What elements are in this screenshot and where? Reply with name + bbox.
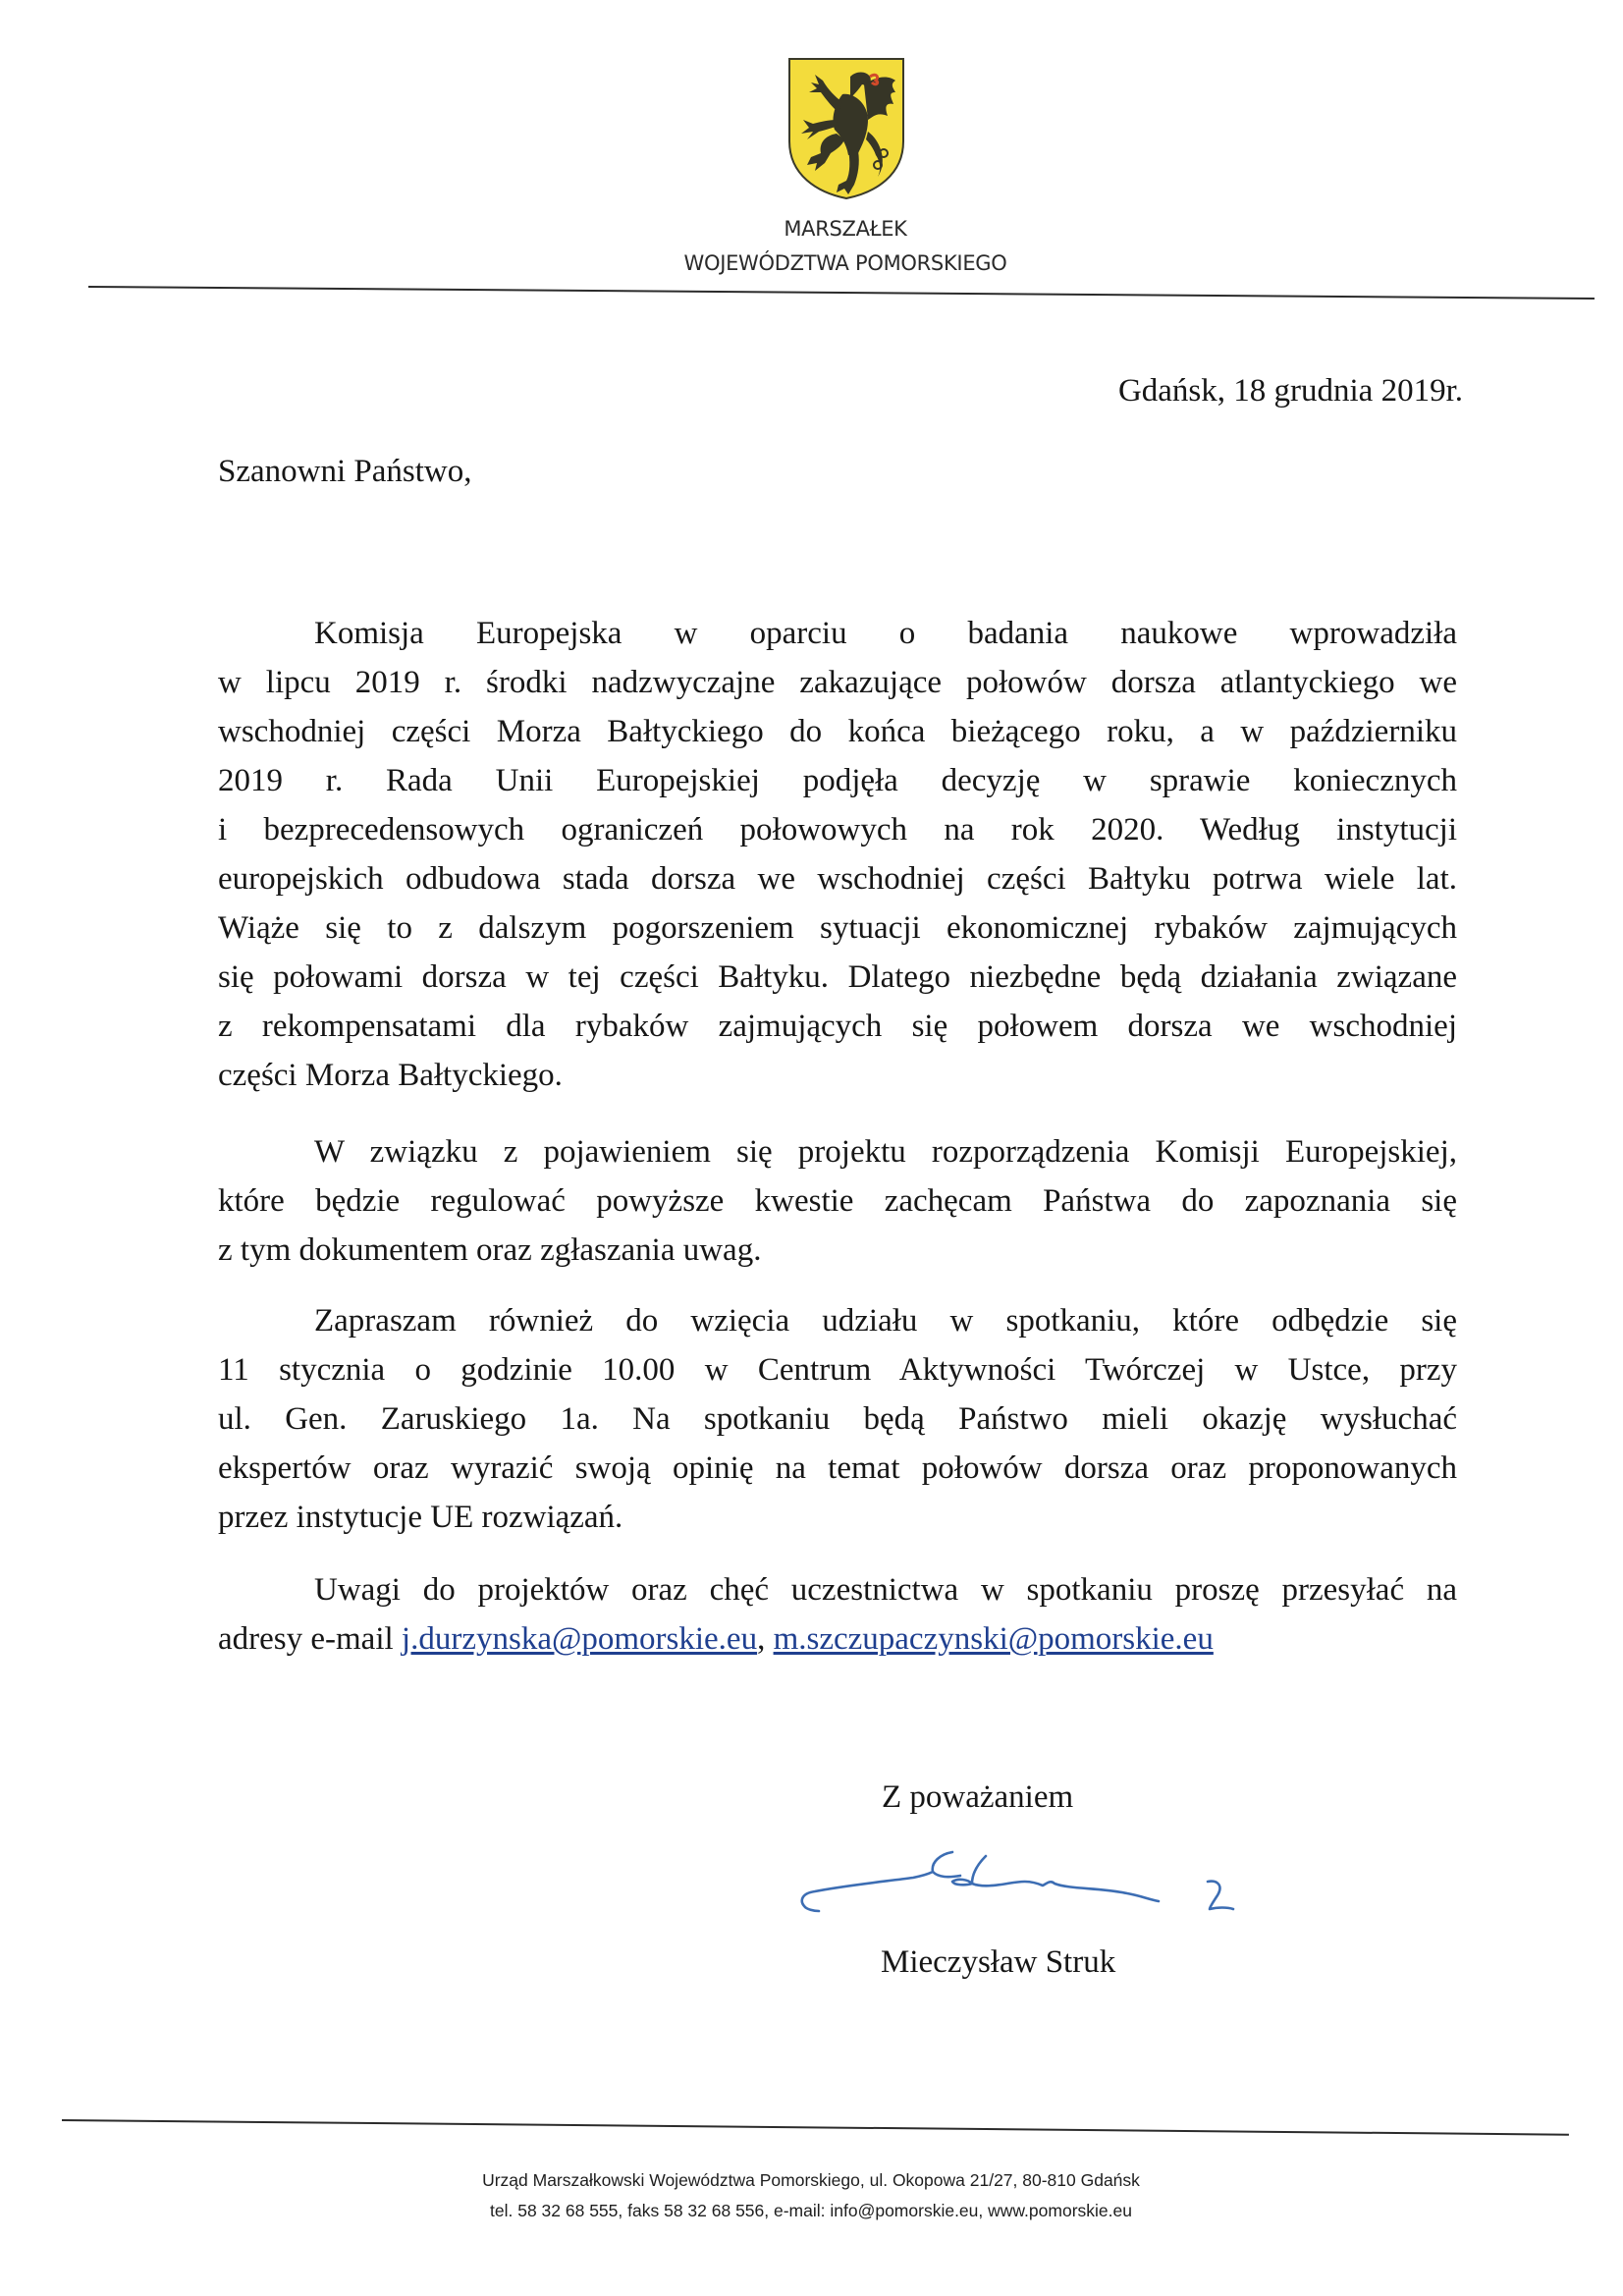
text-line-emails (218, 1614, 1457, 1664)
place-date: Gdańsk, 18 grudnia 2019r. (1117, 373, 1463, 409)
text-line: z rekompensatami dla rybaków zajmujących się połowem dorsza we wschodniej (218, 1009, 1457, 1044)
text-line: Uwagi do projektów oraz chęć uczestnictwa w spotkaniu proszę przesyłać na (314, 1572, 1457, 1608)
footer-divider (62, 2119, 1569, 2136)
text-line: części Morza Bałtyckiego. (218, 1058, 563, 1093)
text-line: przez instytucje UE rozwiązań. (218, 1500, 623, 1535)
text-line: europejskich odbudowa stada dorsza we wschodniej części Bałtyku potrwa wiele lat. (218, 861, 1457, 897)
text-line: z tym dokumentem oraz zgłaszania uwag. (218, 1232, 762, 1268)
paragraph-2 (218, 1127, 1457, 1275)
text-line: w lipcu 2019 r. środki nadzwyczajne zakazujące połowów dorsza atlantyckiego we (218, 665, 1457, 700)
text-line: Wiąże się to z dalszym pogorszeniem sytuacji ekonomicznej rybaków zajmujących (218, 910, 1457, 946)
email-link-szczupaczynski[interactable]: m.szczupaczynski@pomorskie.eu (773, 1621, 1214, 1657)
letter-page: MARSZAŁEK WOJEWÓDZTWA POMORSKIEGO Gdańsk, 18 grudnia 2019r. Szanowni Państwo, Komisja Europejska w oparciu o badania naukowe wprowadziła w lipcu 2019 r. środki nadzwyczajne zakazujące połowów dorsza atlantyckiego we wschodniej części Morza Bałtyckiego do końca bieżącego roku, a w październiku 2019 r. Rada Unii Europejskiej podjęła decyzję w sprawie koniecznych i bezprecedensowych ograniczeń połowowych na rok 2020. Według instytucji europejskich odbudowa stada dorsza we wschodniej części Bałtyku potrwa wiele lat. Wiąże się to z dalszym pogorszeniem sytuacji ekonomicznej rybaków zajmujących się połowami dorsza w tej części Bałtyku. Dlatego niezbędne będą działania związane z rekompensatami dla rybaków zajmujących się połowem dorsza we wschodniej części Morza Bałtyckiego. W związku z pojawieniem się projektu rozporządzenia Komisji Europejskiej, które będzie regulować powyższe kwestie zachęcam Państwa do zapoznania się z tym dokumentem oraz zgłaszania uwag. Zapraszam również do wzięcia udziału w spotkaniu, które odbędzie się 11 stycznia o godzinie 10.00 w Centrum Aktywności Twórczej w Ustce, przy ul. Gen. Zaruskiego 1a. Na spotkaniu będą Państwo mieli okazję wysłuchać ekspertów oraz wyrazić swoją opinię na temat połowów dorsza oraz proponowanych przez instytucje UE rozwiązań. Uwagi do projektów oraz chęć uczestnictwa w spotkaniu proszę przesyłać na adresy e-mail j.durzynska@pomorskie.eu, m.szczupaczynski@pomorskie.eu Z poważaniem Mieczysław Struk Urząd Marszałkowski Województwa Pomorskiego, ul. Okopowa 21/27, 80-810 Gdańsk tel. 58 32 68 555, faks 58 32 68 556, e-mail: info@pomorskie.eu, www.pomorskie.eu (0, 0, 1623, 2296)
signatory-name: Mieczysław Struk (881, 1944, 1116, 1980)
coat-of-arms-icon (785, 55, 907, 202)
text-line: które będzie regulować powyższe kwestie zachęcam Państwa do zapoznania się (218, 1183, 1457, 1219)
paragraph-3 (218, 1296, 1457, 1542)
email-prefix: adresy e-mail (218, 1621, 402, 1657)
salutation: Szanowni Państwo, (218, 454, 472, 489)
header-divider (88, 286, 1595, 300)
text-line: Zapraszam również do wzięcia udziału w spotkaniu, które odbędzie się (314, 1303, 1457, 1339)
text-line: 2019 r. Rada Unii Europejskiej podjęła decyzję w sprawie koniecznych (218, 763, 1457, 798)
paragraph-4 (218, 1565, 1457, 1664)
email-link-durzynska[interactable]: j.durzynska@pomorskie.eu (401, 1621, 758, 1657)
text-line: Komisja Europejska w oparciu o badania naukowe wprowadziła (314, 616, 1457, 651)
closing: Z poważaniem (882, 1779, 1074, 1815)
text-line: wschodniej części Morza Bałtyckiego do końca bieżącego roku, a w październiku (218, 714, 1457, 749)
email-separator: , (757, 1621, 774, 1657)
text-line: i bezprecedensowych ograniczeń połowowych na rok 2020. Według instytucji (218, 812, 1457, 847)
text-line: ekspertów oraz wyrazić swoją opinię na temat połowów dorsza oraz proponowanych (218, 1450, 1457, 1486)
paragraph-1 (218, 609, 1457, 1100)
text-line: 11 stycznia o godzinie 10.00 w Centrum Aktywności Twórczej w Ustce, przy (218, 1352, 1457, 1388)
text-line: W związku z pojawieniem się projektu rozporządzenia Komisji Europejskiej, (314, 1134, 1457, 1170)
signature-icon (785, 1846, 1257, 1935)
text-line: ul. Gen. Zaruskiego 1a. Na spotkaniu będą Państwo mieli okazję wysłuchać (218, 1401, 1457, 1437)
text-line: się połowami dorsza w tej części Bałtyku. Dlatego niezbędne będą działania związane (218, 959, 1457, 995)
